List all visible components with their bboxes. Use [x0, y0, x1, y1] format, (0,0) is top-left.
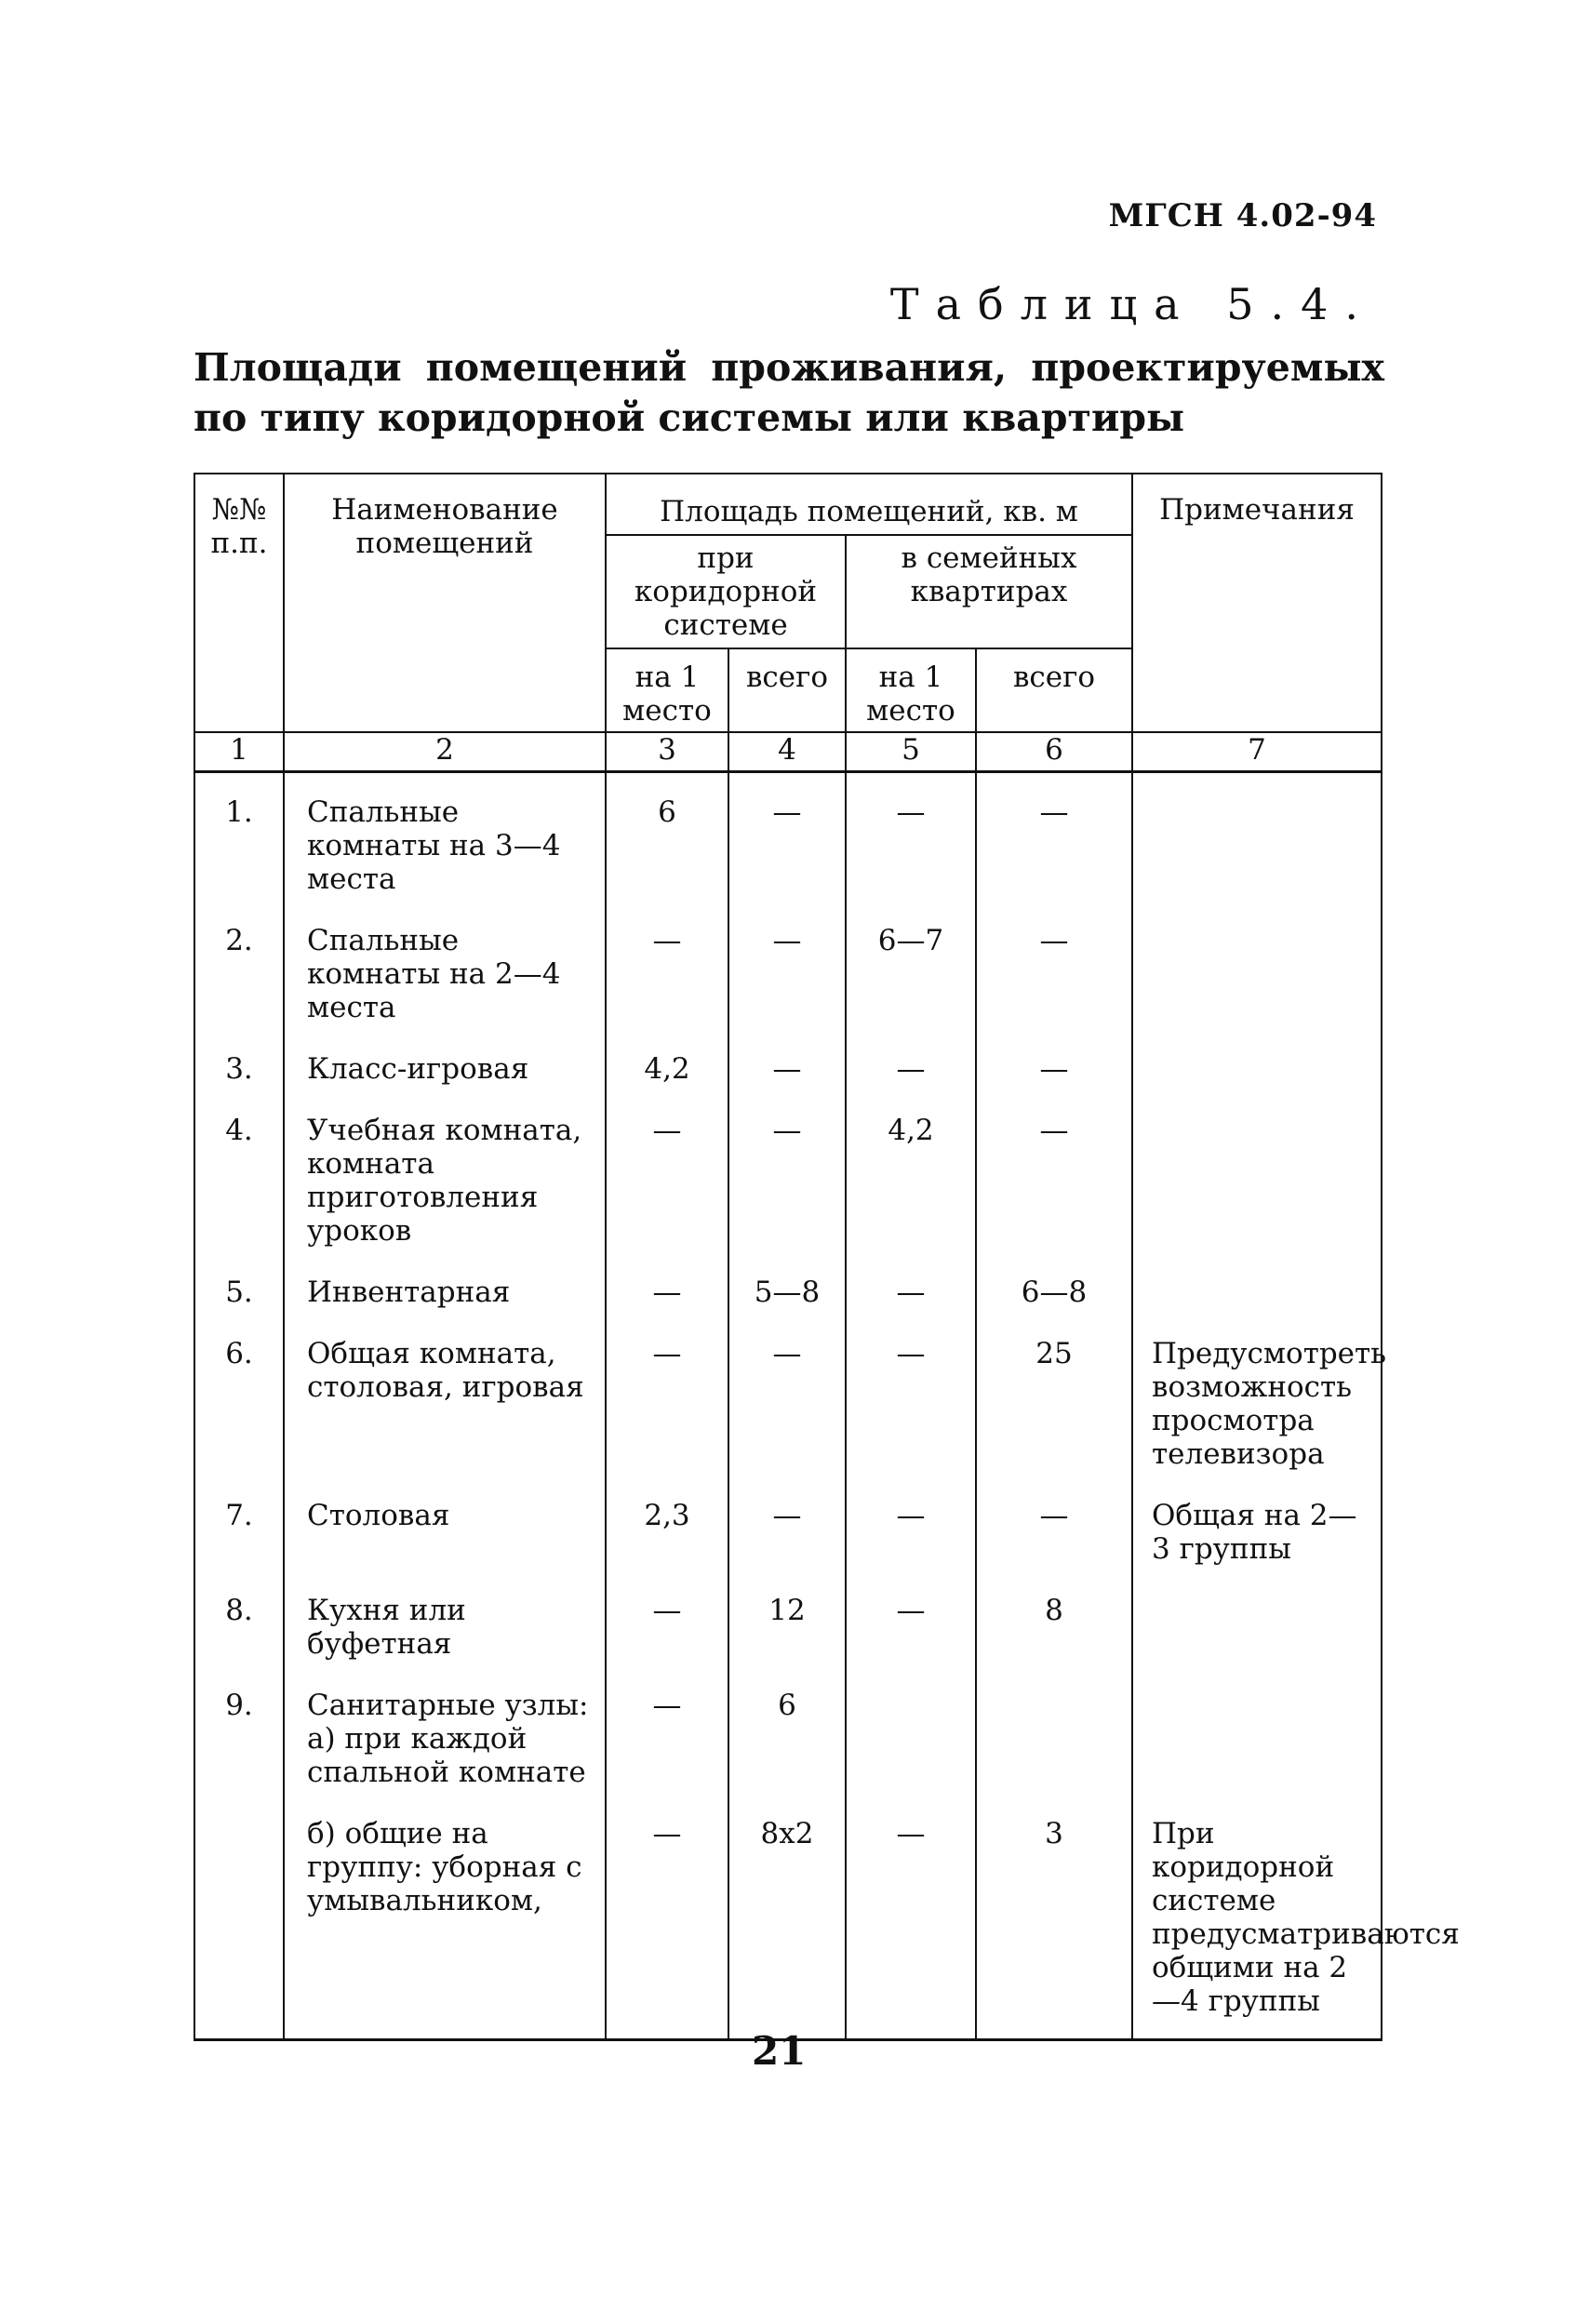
column-number: 2 [284, 732, 606, 772]
corridor-total: — [728, 1045, 846, 1106]
room-name: Кухня или буфетная [284, 1586, 606, 1681]
table-label: Таблица 5.4. [889, 279, 1375, 329]
note [1132, 1045, 1382, 1106]
corridor-per-place: 2,3 [606, 1491, 728, 1586]
note: При коридорной системе предусматриваются общими на 2—4 группы [1132, 1810, 1382, 2040]
header-name: Наименование помещений [284, 474, 606, 732]
room-name: Спальные комнаты на 3—4 места [284, 772, 606, 917]
family-total: — [976, 772, 1132, 917]
corridor-per-place: — [606, 1106, 728, 1268]
column-number: 1 [194, 732, 284, 772]
room-name: Санитарные узлы: а) при каждой спальной комнате [284, 1681, 606, 1810]
family-total [976, 1681, 1132, 1810]
column-number: 6 [976, 732, 1132, 772]
table-row [194, 772, 1382, 917]
corridor-total: 6 [728, 1681, 846, 1810]
note: Общая на 2—3 группы [1132, 1491, 1382, 1586]
family-per-place: — [846, 1586, 976, 1681]
corridor-per-place: — [606, 1681, 728, 1810]
table-row [194, 1681, 1382, 1810]
family-per-place: — [846, 1491, 976, 1586]
corridor-total: 8х2 [728, 1810, 846, 2040]
header-area: Площадь помещений, кв. м [606, 474, 1132, 535]
table-row [194, 1586, 1382, 1681]
family-per-place: — [846, 1810, 976, 2040]
header-corridor-per-place: на 1 место [606, 648, 728, 732]
row-number: 1. [194, 772, 284, 917]
column-number: 3 [606, 732, 728, 772]
row-number: 3. [194, 1045, 284, 1106]
family-total: 8 [976, 1586, 1132, 1681]
corridor-total: — [728, 1106, 846, 1268]
family-per-place: — [846, 772, 976, 917]
room-name: Класс-игровая [284, 1045, 606, 1106]
header-corridor-total: всего [728, 648, 846, 732]
document-code: МГСН 4.02-94 [1108, 197, 1377, 234]
corridor-per-place: 6 [606, 772, 728, 917]
column-number: 7 [1132, 732, 1382, 772]
family-total: — [976, 1045, 1132, 1106]
column-number: 4 [728, 732, 846, 772]
note [1132, 1268, 1382, 1329]
room-name: б) общие на группу: уборная с умывальником, [284, 1810, 606, 2040]
family-per-place: — [846, 1045, 976, 1106]
row-number: 4. [194, 1106, 284, 1268]
table-row [194, 1329, 1382, 1491]
table-row [194, 1045, 1382, 1106]
family-total: 3 [976, 1810, 1132, 2040]
family-total: — [976, 916, 1132, 1045]
corridor-total: 5—8 [728, 1268, 846, 1329]
row-number: 8. [194, 1586, 284, 1681]
corridor-total: 12 [728, 1586, 846, 1681]
table-row [194, 916, 1382, 1045]
room-name: Общая комната, столовая, игровая [284, 1329, 606, 1491]
row-number: 5. [194, 1268, 284, 1329]
family-total: 25 [976, 1329, 1132, 1491]
family-per-place [846, 1681, 976, 1810]
table-row [194, 1106, 1382, 1268]
note [1132, 1586, 1382, 1681]
room-name: Учебная комната, комната приготовления уроков [284, 1106, 606, 1268]
row-number: 2. [194, 916, 284, 1045]
corridor-per-place: 4,2 [606, 1045, 728, 1106]
family-total: 6—8 [976, 1268, 1132, 1329]
room-name: Инвентарная [284, 1268, 606, 1329]
page-number: 21 [752, 2028, 807, 2074]
family-per-place: — [846, 1329, 976, 1491]
table-title: Площади помещений проживания, проектируемых по типу коридорной системы или квартиры [194, 345, 1384, 440]
note [1132, 916, 1382, 1045]
header-corridor: при коридорной системе [606, 535, 846, 648]
header-family-total: всего [976, 648, 1132, 732]
table-row [194, 1491, 1382, 1586]
corridor-total: — [728, 1329, 846, 1491]
note: Предусмотреть возможность просмотра телевизора [1132, 1329, 1382, 1491]
column-number: 5 [846, 732, 976, 772]
corridor-total: — [728, 1491, 846, 1586]
table-row [194, 1268, 1382, 1329]
row-number: 6. [194, 1329, 284, 1491]
family-per-place: — [846, 1268, 976, 1329]
family-per-place: 6—7 [846, 916, 976, 1045]
row-number [194, 1810, 284, 2040]
corridor-per-place: — [606, 1810, 728, 2040]
header-notes: Примечания [1132, 474, 1382, 732]
header-family: в семейных квартирах [846, 535, 1132, 648]
areas-table [194, 473, 1460, 2041]
table-row [194, 1810, 1382, 2040]
note [1132, 1681, 1382, 1810]
room-name: Спальные комнаты на 2—4 места [284, 916, 606, 1045]
header-row-1 [194, 474, 1382, 535]
corridor-per-place: — [606, 916, 728, 1045]
family-per-place: 4,2 [846, 1106, 976, 1268]
row-number: 9. [194, 1681, 284, 1810]
note [1132, 772, 1382, 917]
corridor-per-place: — [606, 1586, 728, 1681]
room-name: Столовая [284, 1491, 606, 1586]
note [1132, 1106, 1382, 1268]
corridor-per-place: — [606, 1329, 728, 1491]
corridor-total: — [728, 916, 846, 1045]
row-number: 7. [194, 1491, 284, 1586]
corridor-total: — [728, 772, 846, 917]
family-total: — [976, 1106, 1132, 1268]
corridor-per-place: — [606, 1268, 728, 1329]
header-number: №№ п.п. [194, 474, 284, 732]
column-number-row [194, 732, 1382, 772]
header-family-per-place: на 1 место [846, 648, 976, 732]
family-total: — [976, 1491, 1132, 1586]
